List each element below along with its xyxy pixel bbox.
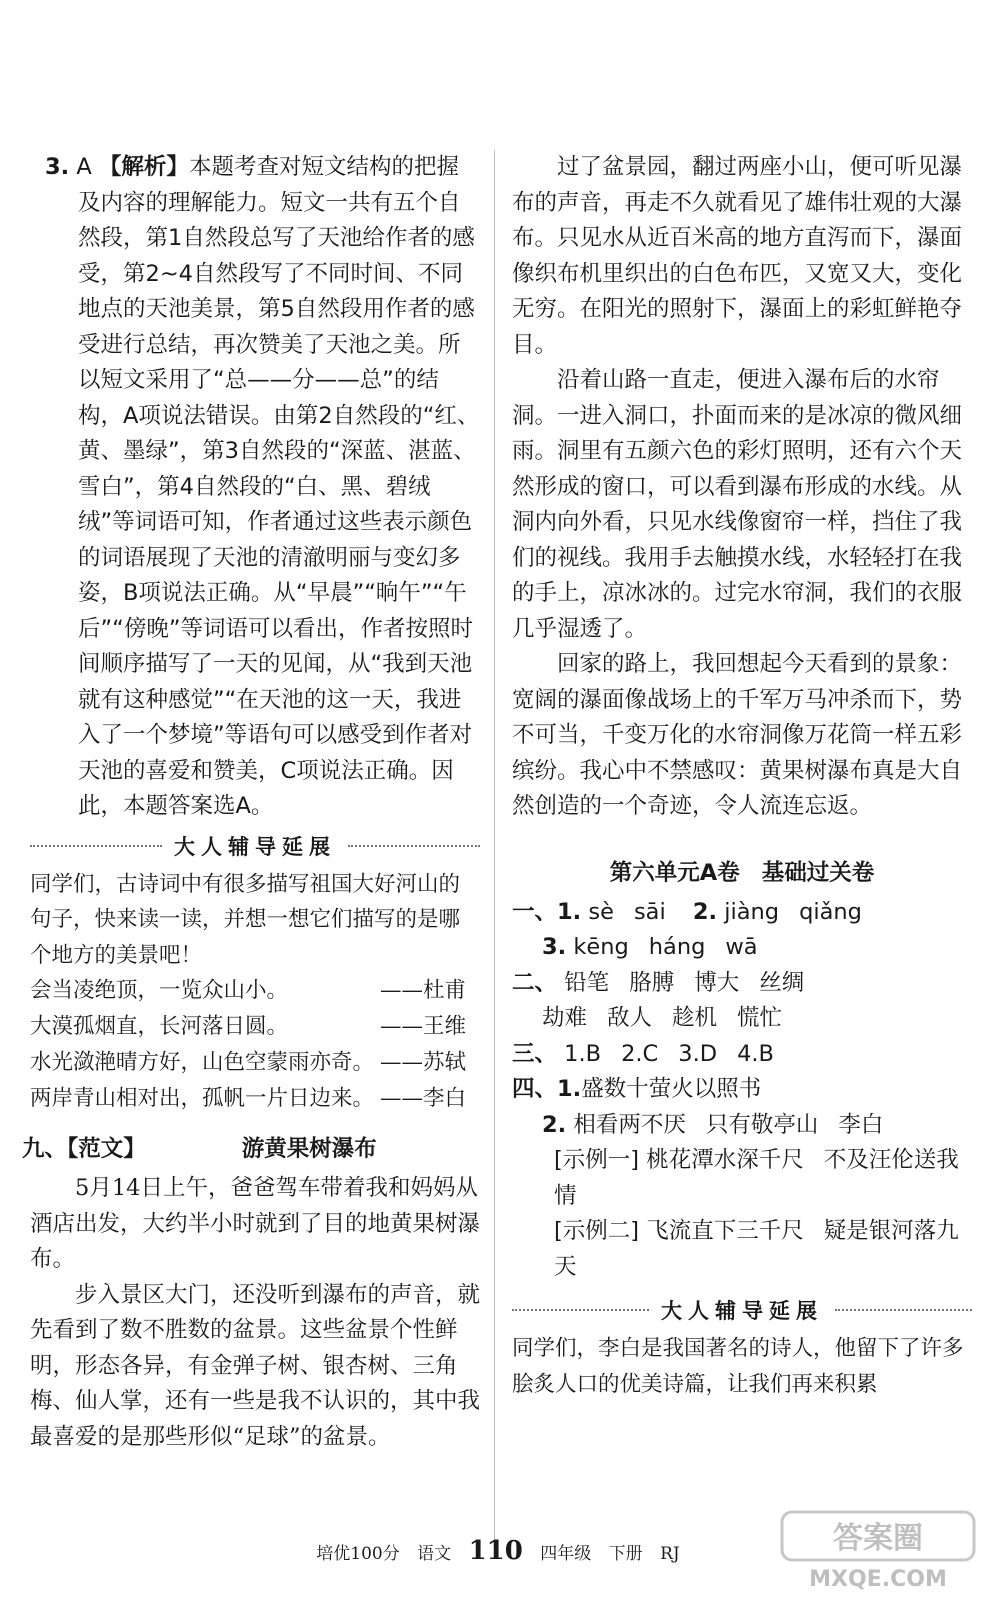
q4-answer: 只有敬亭山 bbox=[705, 1111, 819, 1138]
watermark-text: 答案圈 bbox=[833, 1521, 923, 1556]
extension-intro: 同学们，李白是我国著名的诗人，他留下了许多脍炙人口的优美诗篇，让我们再来积累 bbox=[512, 1336, 964, 1397]
essay-paragraph: 5月14日上午，爸爸驾车带着我和妈妈从酒店出发，大约半小时就到了目的地黄果树瀑布。 bbox=[30, 1175, 481, 1272]
poem-line bbox=[30, 1081, 480, 1117]
footer-volume: 下册 bbox=[608, 1544, 643, 1564]
footer-book: 培优100分 bbox=[316, 1544, 400, 1564]
extension-intro: 同学们，古诗词中有很多描写祖国大好河山的句子，快来读一读，并想一想它们描写的是哪个地方的美景吧！ bbox=[30, 871, 461, 968]
q1-label: 一、 bbox=[512, 898, 558, 925]
example-tag: [示例二] bbox=[554, 1218, 640, 1244]
q2-row bbox=[512, 966, 972, 1002]
poem-author: ——苏轼 bbox=[379, 1050, 466, 1075]
word: 博大 bbox=[694, 969, 740, 996]
poem-author: ——王维 bbox=[379, 1014, 466, 1039]
poem-line bbox=[30, 1009, 480, 1045]
essay-paragraph: 过了盆景园，翻过两座小山，便可听见瀑布的声音，再走不久就看见了雄伟壮观的大瀑布。只见水从近百米高的地方直泻而下，瀑面像织布机里织出的白色布匹，又宽又大，变化无穷。在阳光的照射下，瀑面上的彩虹鲜艳夺目。 bbox=[512, 154, 963, 358]
word: 胳膊 bbox=[629, 969, 675, 996]
example-line: 不及汪伦送我情 bbox=[554, 1147, 959, 1209]
extension-title: 大人辅导延展 bbox=[174, 834, 336, 859]
word: 趁机 bbox=[672, 1005, 718, 1031]
footer-edition: RJ bbox=[660, 1544, 680, 1564]
q3-label: 三、 bbox=[512, 1040, 558, 1067]
poem-author: ——杜甫 bbox=[379, 978, 466, 1003]
analysis-text: 本题考查对短文结构的把握及内容的理解能力。短文一共有五个自然段，第1自然段总写了天池给作者的感受，第2~4自然段写了不同时间、不同地点的天池美景，第5自然段用作者的感受进行总结，再次赞美了天池之美。所以短文采用了“总——分——总”的结构，A项说法错误。由第2自然段的“红、黄、墨绿”，第3自然段的“深蓝、湛蓝、雪白”，第4自然段的“白、黑、碧绒绒”等词语可知，作者通过这些表示颜色的词语展现了天池的清澈明丽与变幻多姿，B项说法正确。从“早晨”“晌午”“午后”“傍晚”等词语可以看出，作者按照时间顺序描写了一天的见闻，从“我到天池就有这种感觉”“在天池的这一天，我进入了一个梦境”等语句可以感受到作者对天池的喜爱和赞美，C项说法正确。因此，本题答案选A。 bbox=[78, 154, 480, 819]
example-line: 疑是银河落九天 bbox=[554, 1218, 959, 1280]
q4-row bbox=[512, 1072, 972, 1108]
word: 慌忙 bbox=[737, 1005, 783, 1031]
essay-label: 九、【范文】 bbox=[22, 1136, 146, 1162]
essay-paragraph: 沿着山路一直走，便进入瀑布后的水帘洞。一进入洞口，扑面而来的是冰凉的微风细雨。洞里有五颜六色的彩灯照明，还有六个天然形成的窗口，可以看到瀑布形成的水线。从洞内向外看，只见水线像窗帘一样，挡住了我们的视线。我用手去触摸水线，水轻轻打在我的手上，凉冰冰的。过完水帘洞，我们的衣服几乎湿透了。 bbox=[512, 367, 963, 642]
q4-item-num: 2. bbox=[542, 1111, 567, 1138]
choice-answer: 1.B bbox=[564, 1040, 602, 1067]
right-column bbox=[512, 150, 972, 1402]
watermark-url: MXQE.COM bbox=[809, 1567, 947, 1592]
q2-label: 二、 bbox=[512, 969, 558, 996]
poem-line bbox=[30, 973, 480, 1009]
q4-answer: 李白 bbox=[838, 1111, 884, 1138]
poem-author: ——李白 bbox=[379, 1086, 466, 1111]
unit-title-a: 第六单元A卷 bbox=[609, 859, 740, 886]
extension-header bbox=[512, 1295, 972, 1325]
analysis-tag: 【解析】 bbox=[98, 154, 189, 180]
essay-continued bbox=[512, 150, 972, 825]
q1-item-num: 2. bbox=[692, 898, 718, 925]
essay-body bbox=[30, 1171, 480, 1455]
example-tag: [示例一] bbox=[554, 1147, 640, 1173]
q1-item-num: 1. bbox=[557, 898, 582, 925]
pinyin: sāi bbox=[633, 898, 666, 925]
example-row bbox=[512, 1214, 972, 1285]
answer-block bbox=[512, 895, 972, 1286]
poem-text: 会当凌绝顶，一览众山小。 bbox=[30, 978, 289, 1003]
example-row bbox=[512, 1143, 972, 1214]
q1-row bbox=[512, 930, 972, 966]
poem-text: 两岸青山相对出，孤帆一片日边来。 bbox=[30, 1086, 375, 1111]
example-line: 飞流直下三千尺 bbox=[646, 1218, 804, 1244]
q4-answer: 盛数十萤火以照书 bbox=[581, 1076, 762, 1102]
example-line: 桃花潭水深千尺 bbox=[646, 1147, 804, 1173]
answer-number: 3. bbox=[45, 154, 70, 180]
q4-row bbox=[512, 1108, 972, 1144]
q4-label: 四、 bbox=[512, 1076, 558, 1102]
answer-choice: A bbox=[76, 154, 92, 180]
left-column bbox=[22, 150, 481, 1455]
q2-row bbox=[512, 1001, 972, 1037]
choice-answer: 4.B bbox=[737, 1040, 774, 1067]
pinyin: jiàng bbox=[724, 898, 780, 925]
poem-text: 大漠孤烟直，长河落日圆。 bbox=[30, 1014, 289, 1039]
footer-subject: 语文 bbox=[417, 1544, 452, 1564]
q3-row bbox=[512, 1037, 972, 1073]
poem-text: 水光潋滟晴方好，山色空蒙雨亦奇。 bbox=[30, 1050, 375, 1075]
word: 丝绸 bbox=[759, 969, 805, 996]
essay-title: 游黄果树瀑布 bbox=[241, 1136, 377, 1162]
extension-title: 大人辅导延展 bbox=[661, 1299, 823, 1323]
q4-item-num: 1. bbox=[557, 1076, 582, 1102]
word: 铅笔 bbox=[564, 969, 610, 996]
page-number: 110 bbox=[468, 1536, 523, 1566]
essay-header bbox=[22, 1131, 480, 1163]
pinyin: kēng bbox=[573, 934, 629, 960]
choice-answer: 2.C bbox=[621, 1040, 659, 1067]
poem-line bbox=[30, 1045, 480, 1081]
word: 敌人 bbox=[607, 1005, 653, 1031]
answer-3 bbox=[30, 150, 480, 825]
extension-body bbox=[512, 1331, 972, 1402]
unit-title-b: 基础过关卷 bbox=[761, 859, 875, 886]
pinyin: sè bbox=[588, 898, 614, 925]
extension-body bbox=[30, 867, 480, 1118]
column-divider bbox=[494, 150, 495, 1540]
choice-answer: 3.D bbox=[678, 1040, 718, 1067]
extension-header bbox=[30, 831, 480, 861]
unit-title bbox=[512, 855, 972, 887]
watermark-logo bbox=[778, 1506, 978, 1592]
q1-row bbox=[512, 895, 972, 931]
word: 劫难 bbox=[542, 1005, 588, 1031]
essay-paragraph: 步入景区大门，还没听到瀑布的声音，就先看到了数不胜数的盆景。这些盆景个性鲜明，形态各异，有金弹子树、银杏树、三角梅、仙人掌，还有一些是我不认识的，其中我最喜爱的是那些形似“足球”的盆景。 bbox=[30, 1281, 481, 1450]
pinyin: qiǎng bbox=[799, 898, 862, 925]
footer-grade: 四年级 bbox=[540, 1544, 592, 1564]
q1-item-num: 3. bbox=[542, 934, 567, 960]
essay-paragraph: 回家的路上，我回想起今天看到的景象：宽阔的瀑面像战场上的千军万马冲杀而下，势不可当，千变万化的水帘洞像万花筒一样五彩缤纷。我心中不禁感叹：黄果树瀑布真是大自然创造的一个奇迹，令人流连忘返。 bbox=[512, 651, 963, 819]
pinyin: háng bbox=[648, 934, 706, 960]
q4-answer: 相看两不厌 bbox=[573, 1111, 686, 1138]
pinyin: wā bbox=[725, 934, 758, 960]
